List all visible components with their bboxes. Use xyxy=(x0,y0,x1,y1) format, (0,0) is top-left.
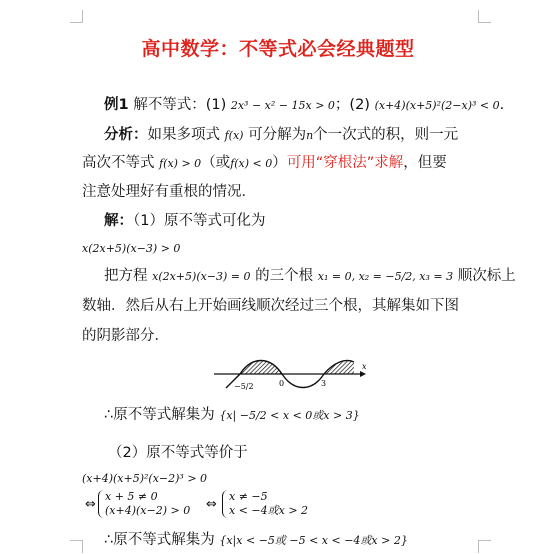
solution-text-3: 数轴．然后从右上开始画线顺次经过三个根，其解集如下图 xyxy=(82,298,459,314)
equiv-arrow-1: ⇔ xyxy=(85,497,96,512)
analysis-text-1: 如果多项式 xyxy=(147,127,220,143)
label-neg-five-halves: −5/2 xyxy=(234,382,254,391)
solution-set-1: {x| −5/2 < x < 0或x > 3} xyxy=(219,409,360,422)
highlight-method: 可用“穿根法”求解 xyxy=(286,155,404,171)
label-three: 3 xyxy=(321,379,327,388)
page-title: 高中数学：不等式必会经典题型 xyxy=(141,38,415,60)
solution-text-2c: 顺次标上 xyxy=(457,268,516,284)
system-2-line-b: x < −4或x > 2 xyxy=(229,504,309,517)
example-prefix: 解不等式： xyxy=(133,97,206,113)
equation: x(2x+5)(x−3) = 0 xyxy=(152,270,251,283)
analysis-text-6: ） xyxy=(272,155,287,171)
example-label: 例1 xyxy=(104,97,129,113)
example-end: . xyxy=(499,97,505,113)
crop-mark-bottom-right xyxy=(478,540,491,553)
solution-set-2-prefix: ∴原不等式解集为 xyxy=(104,532,215,548)
analysis-line-3 xyxy=(82,182,256,202)
separator: ； xyxy=(334,97,350,113)
part1-expr: 2x³ − x² − 15x > 0 xyxy=(230,99,335,112)
analysis-text-5: （或 xyxy=(201,155,231,171)
axis-arrow xyxy=(360,371,366,377)
solution-line-1 xyxy=(104,211,265,231)
solution-line-4 xyxy=(82,326,169,346)
ineq-2: f(x) < 0 xyxy=(230,157,273,170)
system-1 xyxy=(98,490,190,518)
crop-mark-top-right xyxy=(478,10,491,23)
analysis-text-4: 高次不等式 xyxy=(82,155,155,171)
part2-equivalent: (x+4)(x+5)²(x−2)³ > 0 xyxy=(82,472,208,485)
solution-line-2 xyxy=(104,266,516,287)
part2-expr-line xyxy=(82,468,207,489)
solution-set-1-prefix: ∴原不等式解集为 xyxy=(104,407,215,423)
fx: f(x) xyxy=(224,129,244,142)
analysis-label: 分析： xyxy=(104,127,148,143)
analysis-line-1 xyxy=(104,125,458,146)
part2-expr: (x+4)(x+5)²(2−x)³ < 0 xyxy=(374,99,500,112)
part2-num: (2) xyxy=(349,97,370,113)
n-var: n xyxy=(306,129,314,142)
part1-num: (1) xyxy=(205,97,227,113)
analysis-line-2 xyxy=(82,153,447,174)
solution-set-2-line xyxy=(104,530,408,551)
analysis-text-8: 注意处理好有重根的情况． xyxy=(82,184,256,200)
system-1-line-b: (x+4)(x−2) > 0 xyxy=(105,504,191,517)
solution-set-2: {x|x < −5或 −5 < x < −4或x > 2} xyxy=(219,534,408,547)
label-zero: 0 xyxy=(279,379,285,388)
crop-mark-top-left xyxy=(70,10,83,23)
solution-text-2b: 的三个根 xyxy=(255,268,314,284)
system-1-line-a: x + 5 ≠ 0 xyxy=(105,490,158,503)
ineq-1: f(x) > 0 xyxy=(159,157,202,170)
analysis-text-3: 个一次式的积，则一元 xyxy=(313,127,459,143)
solution-text-2a: 把方程 xyxy=(104,268,148,284)
part2-line xyxy=(108,443,248,463)
system-2 xyxy=(222,490,308,518)
axis-variable: x xyxy=(362,362,367,371)
analysis-text-7: ，但要 xyxy=(403,155,447,171)
example-line xyxy=(104,95,504,116)
part2-text: （2）原不等式等价于 xyxy=(108,445,248,461)
analysis-text-2: 可分解为 xyxy=(248,127,307,143)
solution-set-1-line xyxy=(104,405,360,426)
solution-line-3 xyxy=(82,296,459,316)
crop-mark-bottom-left xyxy=(70,540,83,553)
solution-text-4: 的阴影部分． xyxy=(82,328,169,344)
roots: x₁ = 0, x₂ = −5/2, x₃ = 3 xyxy=(317,270,454,283)
equiv-arrow-2: ⇔ xyxy=(206,497,217,512)
system-2-line-a: x ≠ −5 xyxy=(229,490,268,503)
solution-label: 解： xyxy=(104,213,133,229)
factored-ineq: x(2x+5)(x−3) > 0 xyxy=(82,242,181,255)
number-line-figure xyxy=(212,356,372,392)
solution-step-1: （1）原不等式可化为 xyxy=(133,213,266,229)
solution-expr-1 xyxy=(82,238,180,259)
